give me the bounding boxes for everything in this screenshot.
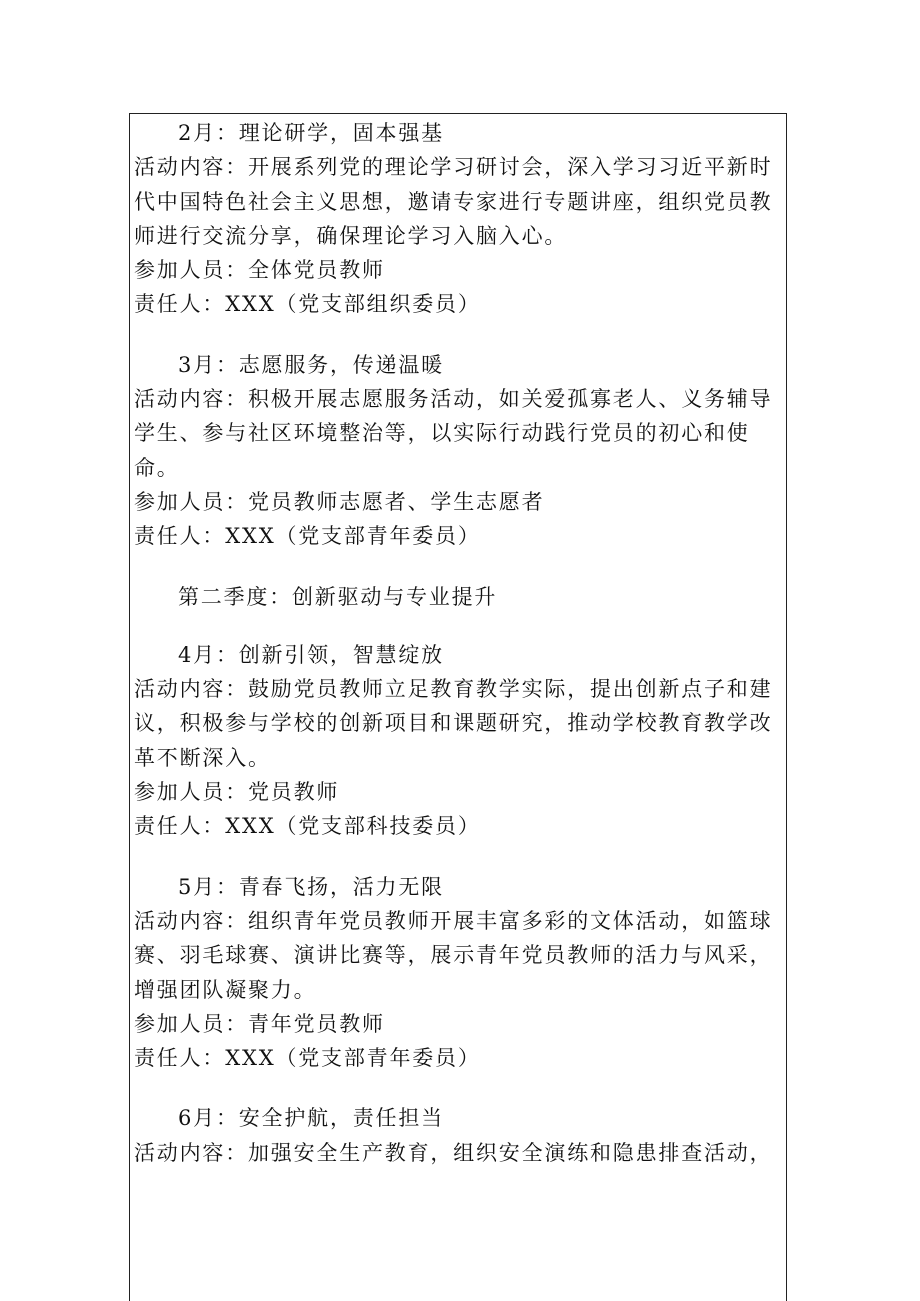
activity-content-line: 议，积极参与学校的创新项目和课题研究，推动学校教育教学改 [134, 711, 773, 736]
responsible-person-line: 责任人：XXX（党支部青年委员） [134, 524, 481, 549]
activity-content-line: 活动内容：开展系列党的理论学习研讨会，深入学习习近平新时 [134, 155, 773, 180]
section-heading: 3月：志愿服务，传递温暖 [178, 352, 444, 377]
activity-content-line: 活动内容：鼓励党员教师立足教育教学实际，提出创新点子和建 [134, 677, 773, 702]
participants-line: 参加人员：党员教师志愿者、学生志愿者 [134, 489, 545, 514]
paragraph-spacer [134, 322, 786, 348]
activity-content-line: 活动内容：组织青年党员教师开展丰富多彩的文体活动，如篮球 [134, 908, 773, 933]
activity-content-line: 师进行交流分享，确保理论学习入脑入心。 [134, 223, 568, 248]
section-heading: 6月：安全护航，责任担当 [178, 1106, 444, 1131]
participants-line: 参加人员：青年党员教师 [134, 1011, 385, 1036]
section-june [134, 1101, 786, 1170]
activity-content-line: 革不断深入。 [134, 745, 271, 770]
participants-line: 参加人员：党员教师 [134, 780, 340, 805]
activity-content-line: 命。 [134, 455, 180, 480]
quarter-heading: 第二季度：创新驱动与专业提升 [178, 584, 498, 609]
document-body [134, 116, 786, 1170]
responsible-person-line: 责任人：XXX（党支部科技委员） [134, 814, 481, 839]
paragraph-spacer [134, 1075, 786, 1101]
section-quarter-two [134, 580, 786, 614]
activity-content-line: 赛、羽毛球赛、演讲比赛等，展示青年党员教师的活力与风采， [134, 943, 773, 968]
section-heading: 2月：理论研学，固本强基 [178, 121, 444, 145]
responsible-person-line: 责任人：XXX（党支部组织委员） [134, 292, 481, 317]
section-march [134, 348, 786, 554]
activity-content-line: 活动内容：加强安全生产教育，组织安全演练和隐患排查活动， [134, 1140, 773, 1165]
activity-content-line: 学生、参与社区环境整治等，以实际行动践行党员的初心和使 [134, 421, 750, 446]
section-april [134, 638, 786, 844]
activity-content-line: 增强团队凝聚力。 [134, 977, 317, 1002]
paragraph-spacer [134, 844, 786, 870]
activity-content-line: 活动内容：积极开展志愿服务活动，如关爱孤寡老人、义务辅导 [134, 387, 773, 412]
responsible-person-line: 责任人：XXX（党支部青年委员） [134, 1046, 481, 1071]
paragraph-spacer [134, 554, 786, 580]
activity-content-line: 代中国特色社会主义思想，邀请专家进行专题讲座，组织党员教 [134, 189, 773, 214]
section-heading: 5月：青春飞扬，活力无限 [178, 874, 444, 899]
section-february [134, 116, 786, 322]
section-heading: 4月：创新引领，智慧绽放 [178, 642, 444, 667]
participants-line: 参加人员：全体党员教师 [134, 258, 385, 283]
paragraph-spacer [134, 614, 786, 638]
section-may [134, 870, 786, 1076]
